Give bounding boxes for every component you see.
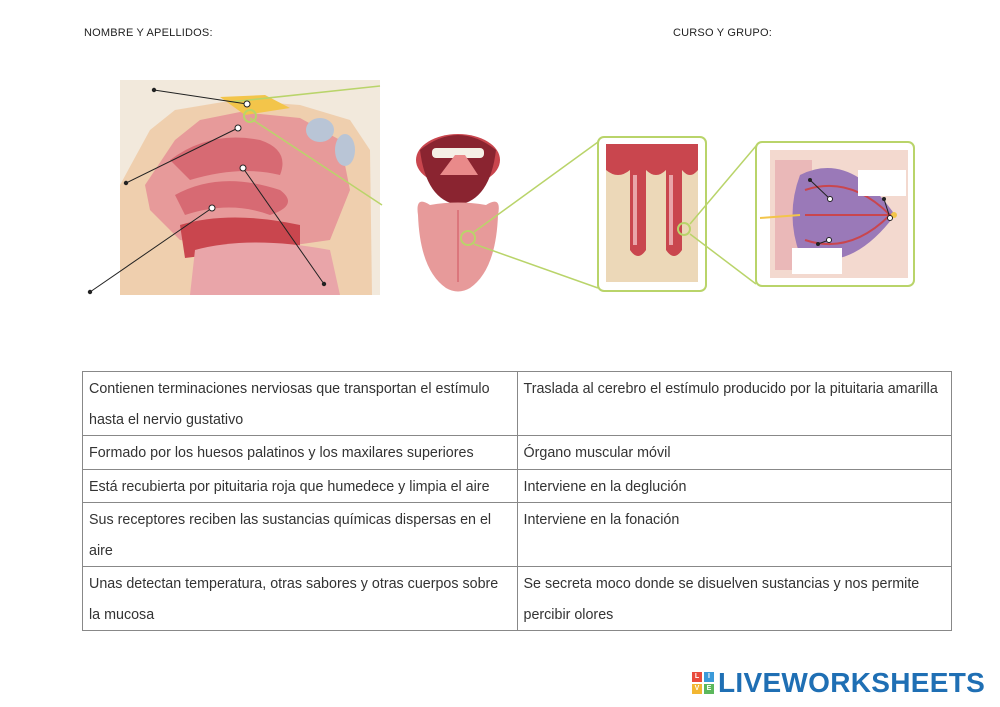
logo-block: V (692, 684, 702, 694)
table-row (83, 567, 952, 631)
logo-text: LIVEWORKSHEETS (718, 667, 986, 698)
definitions-table (82, 371, 952, 631)
table-row (83, 503, 952, 567)
table-cell[interactable]: Órgano muscular móvil (517, 436, 952, 470)
table-cell[interactable]: Unas detectan temperatura, otras sabores y otras cuerpos sobre la mucosa (83, 567, 518, 631)
logo-block: L (692, 672, 702, 682)
table-row (83, 469, 952, 503)
table-cell[interactable]: Se secreta moco donde se disuelven sustancias y nos permite percibir olores (517, 567, 952, 631)
logo-blocks-icon (692, 672, 714, 694)
table-cell[interactable]: Contienen terminaciones nerviosas que transportan el estímulo hasta el nervio gustativo (83, 372, 518, 436)
logo-block: E (704, 684, 714, 694)
table-cell[interactable]: Interviene en la fonación (517, 503, 952, 567)
table-row (83, 372, 952, 436)
table-cell[interactable]: Traslada al cerebro el estímulo producido por la pituitaria amarilla (517, 372, 952, 436)
logo-block: I (704, 672, 714, 682)
course-label: CURSO Y GRUPO: (673, 27, 772, 39)
table-cell[interactable]: Interviene en la deglución (517, 469, 952, 503)
tongue-illustration (416, 134, 500, 292)
papillae-box (598, 137, 706, 291)
name-label: NOMBRE Y APELLIDOS: (84, 27, 213, 39)
anatomy-figure (0, 0, 1000, 320)
table-cell[interactable]: Formado por los huesos palatinos y los maxilares superiores (83, 436, 518, 470)
table-cell[interactable]: Está recubierta por pituitaria roja que humedece y limpia el aire (83, 469, 518, 503)
liveworksheets-logo (692, 668, 985, 698)
taste-bud-box (756, 142, 914, 286)
table-row (83, 436, 952, 470)
table-cell[interactable]: Sus receptores reciben las sustancias químicas dispersas en el aire (83, 503, 518, 567)
nasal-cavity-illustration (120, 80, 382, 295)
